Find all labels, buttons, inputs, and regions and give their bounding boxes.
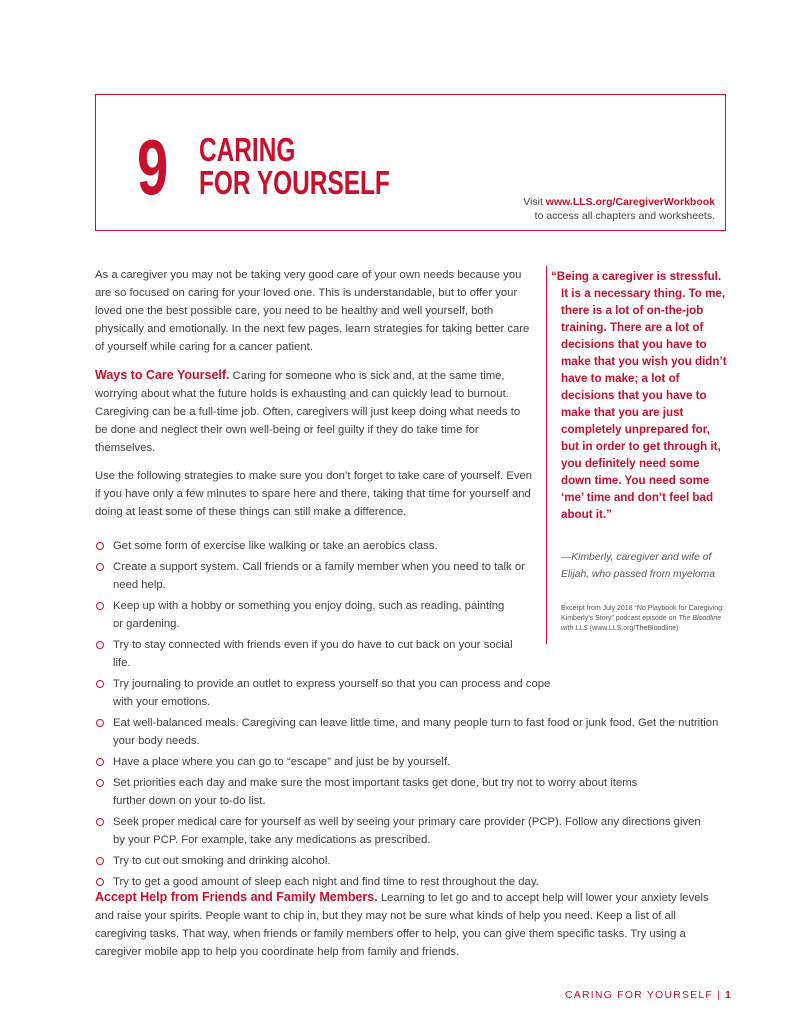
pull-quote — [551, 268, 731, 523]
footer-label: CARING FOR YOURSELF — [564, 989, 714, 1001]
chapter-number: 9 — [137, 123, 168, 211]
quote-close-mark: ” — [606, 508, 612, 521]
intro-paragraph: As a caregiver you may not be taking very good care of your own needs because you are so focused on caring for your loved one. This is understandable, but to offer your loved one the best possible care, you need to be healthy and well yourself, both physically and emotionally. In the next few pages, learn strategies for taking better care of yourself while caring for a cancer patient. — [95, 269, 530, 353]
bullet-icon — [96, 818, 104, 826]
chapter-title-line2: FOR YOURSELF — [199, 164, 390, 201]
chapter-title-line1: CARING — [199, 131, 296, 168]
accept-help-text: Learning to let go and to accept help will lower your anxiety levels and raise your spirits. People want to chip in, but they may not be sure what kinds of help you need. Keep a list of all caregiving tasks. That way, when friends or family members offer to help, you can give them specific tasks. Try using a caregiver mobile app to help you coordinate help from family and friends. — [95, 892, 709, 958]
quote-open-mark: “ — [551, 270, 557, 283]
quote-attribution: —Kimberly, caregiver and wife of Elijah, who passed from myeloma — [561, 552, 715, 580]
bullet-icon — [96, 878, 104, 886]
list-item: Try to cut out smoking and drinking alcohol. — [95, 852, 725, 870]
bullet-icon — [96, 680, 104, 688]
visit-suffix: to access all chapters and worksheets. — [534, 210, 715, 222]
bullet-icon — [96, 779, 104, 787]
list-item: Set priorities each day and make sure the most important tasks get done, but try not to worry about items further down on your to-do list. — [95, 774, 673, 810]
strategies-intro: Use the following strategies to make sure you don’t forget to take care of yourself. Even if you have only a few minutes to spare here and there, taking that time for yourself and doing at least some of these things can still make a difference. — [95, 470, 533, 518]
visit-prefix: Visit — [523, 196, 546, 208]
main-column — [95, 266, 535, 531]
excerpt-note: Excerpt from July 2018 “No Playbook for Caregiving: Kimberly’s Story” podcast episode on The Bloodline with LLS (www.LLS.org/TheBloodline) — [561, 605, 725, 632]
podcast-title: The Bloodline with LLS — [561, 615, 722, 632]
ways-paragraph — [95, 366, 535, 457]
bullet-icon — [96, 641, 104, 649]
bullet-icon — [96, 758, 104, 766]
list-item: Keep up with a hobby or something you enjoy doing, such as reading, painting or gardening. — [95, 597, 513, 633]
footer-separator: | — [717, 989, 721, 1001]
page-footer — [565, 989, 732, 1001]
list-item: Seek proper medical care for yourself as well by seeing your primary care provider (PCP). Follow any directions given by your PCP. For example, take any medications as prescribed. — [95, 813, 703, 849]
list-item: Try to get a good amount of sleep each night and find time to rest throughout the day. — [95, 873, 725, 891]
list-item: Create a support system. Call friends or a family member when you need to talk or need help. — [95, 558, 533, 594]
quote-text: Being a caregiver is stressful. It is a necessary thing. To me, there is a lot of on-the-job training. There are a lot of decisions that you have to make that you wish you didn’t have to make; a lot of decisions that you have to make that you are just completely unprepared for, but in order to get through it, you definitely need some down time. You need some ‘me’ time and don’t feel bad about it. — [556, 270, 727, 521]
accept-help-heading: Accept Help from Friends and Family Members. — [95, 890, 378, 904]
visit-url-link[interactable]: www.LLS.org/CaregiverWorkbook — [545, 196, 715, 208]
chapter-title — [199, 133, 390, 199]
bullet-icon — [96, 563, 104, 571]
ways-heading: Ways to Care Yourself. — [95, 368, 230, 382]
bullet-icon — [96, 602, 104, 610]
bullet-icon — [96, 857, 104, 865]
visit-note — [523, 195, 715, 223]
page-number: 1 — [724, 989, 732, 1001]
chapter-header-box — [95, 94, 726, 231]
list-item: Have a place where you can go to “escape” and just be by yourself. — [95, 753, 725, 771]
accept-help-paragraph — [95, 888, 725, 961]
list-item: Try journaling to provide an outlet to express yourself so that you can process and cope with your emotions. — [95, 675, 558, 711]
ways-text: Caring for someone who is sick and, at the same time, worrying about what the future holds is exhausting and can quickly lead to burnout. Caregiving can be a full-time job. Often, caregivers will just keep doing what needs to be done and neglect their own well-being or feel guilty if they do take time for themselves. — [95, 370, 521, 454]
list-item: Try to stay connected with friends even if you do have to cut back on your social life. — [95, 636, 513, 672]
list-item: Get some form of exercise like walking or take an aerobics class. — [95, 537, 543, 555]
pull-quote-sidebar — [546, 266, 727, 644]
bullet-icon — [96, 542, 104, 550]
list-item: Eat well-balanced meals. Caregiving can leave little time, and many people turn to fast food or junk food. Get the nutrition your body needs. — [95, 714, 725, 750]
bullet-icon — [96, 719, 104, 727]
